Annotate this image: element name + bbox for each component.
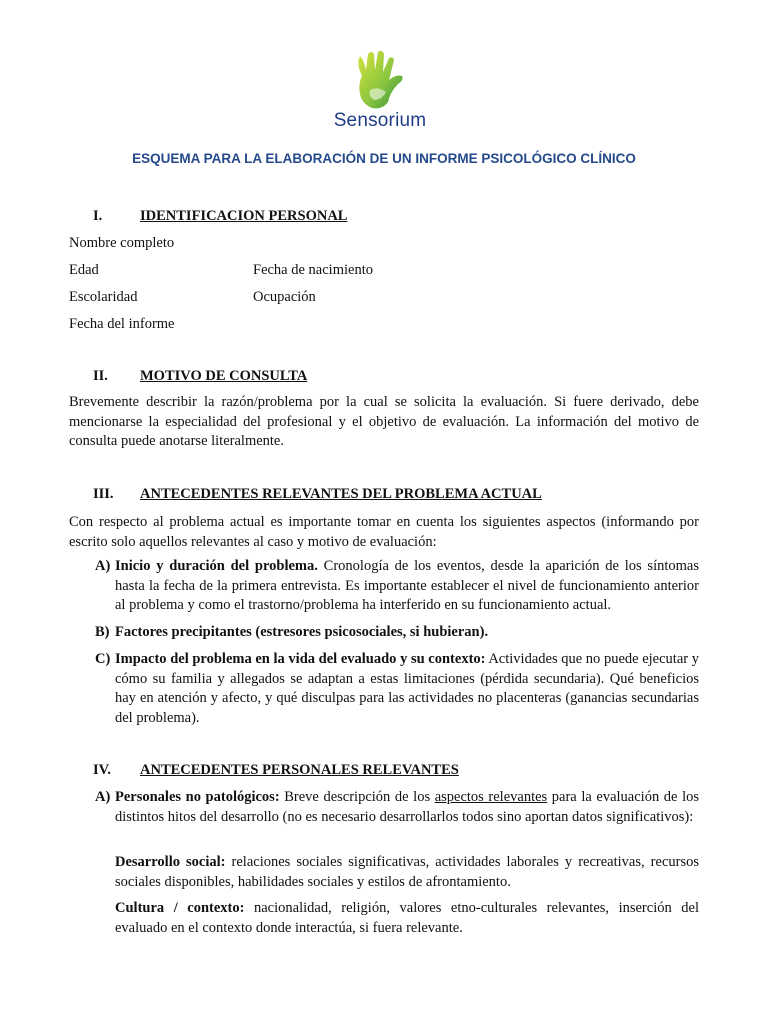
item-bold: Desarrollo social: bbox=[115, 854, 226, 870]
item-bold: Cultura / contexto: bbox=[115, 900, 245, 916]
hand-icon bbox=[352, 50, 410, 112]
section-title: ANTECEDENTES RELEVANTES DEL PROBLEMA ACTUAL bbox=[140, 486, 542, 502]
section-number: I. bbox=[93, 208, 103, 224]
item-text: Breve descripción de los bbox=[279, 789, 435, 805]
item-inicio-duracion bbox=[115, 557, 699, 616]
item-personales-no-patologicos bbox=[115, 788, 699, 827]
item-text: para la evaluación de los distintos hitos del desarrollo (no es necesario desarrollarlos todos sino aportan datos significativos): bbox=[115, 789, 699, 825]
item-label: B) bbox=[95, 624, 110, 640]
section-title: MOTIVO DE CONSULTA bbox=[140, 368, 308, 384]
aspectos-relevantes-link: aspectos relevantes bbox=[434, 789, 548, 805]
field-nombre: Nombre completo bbox=[69, 235, 175, 251]
section-number: III. bbox=[93, 486, 114, 502]
item-text: Cronología de los eventos, desde la aparición de los síntomas hasta la fecha de la primera entrevista. Es importante establecer el nivel de funcionamiento anterior al problema y como el trastorno/problema ha interferido en su funcionamiento actual. bbox=[115, 558, 699, 613]
cultura-contexto bbox=[115, 899, 699, 938]
item-text: relaciones sociales significativas, actividades laborales y recreativas, recursos sociales disponibles, habilidades sociales y estilos de afrontamiento. bbox=[115, 854, 699, 890]
item-factores bbox=[115, 623, 699, 643]
field-escolaridad: Escolaridad bbox=[69, 289, 138, 305]
section-title: IDENTIFICACION PERSONAL bbox=[140, 208, 348, 224]
item-bold: Factores precipitantes (estresores psicosociales, si hubieran). bbox=[115, 624, 489, 640]
motivo-paragraph: Brevemente describir la razón/problema por la cual se solicita la evaluación. Si fuere derivado, debe mencionarse la especialidad del profesional y el objetivo de evaluación. La información del motivo de consulta puede anotarse literalmente. bbox=[69, 394, 699, 449]
sensorium-logo bbox=[326, 50, 436, 136]
field-fecha-nacimiento: Fecha de nacimiento bbox=[253, 262, 373, 278]
item-label: A) bbox=[95, 789, 111, 805]
logo-text: Sensorium bbox=[333, 110, 427, 131]
field-ocupacion: Ocupación bbox=[253, 289, 316, 305]
field-edad: Edad bbox=[69, 262, 99, 278]
antecedentes-intro: Con respecto al problema actual es importante tomar en cuenta los siguientes aspectos (informando por escrito solo aquellos relevantes al caso y motivo de evaluación: bbox=[69, 514, 699, 550]
item-label: A) bbox=[95, 558, 111, 574]
section-title: ANTECEDENTES PERSONALES RELEVANTES bbox=[140, 762, 459, 778]
item-bold: Inicio y duración del problema. bbox=[115, 558, 318, 574]
item-bold: Impacto del problema en la vida del evaluado y su contexto: bbox=[115, 651, 486, 667]
item-impacto bbox=[115, 650, 699, 728]
desarrollo-social bbox=[115, 853, 699, 892]
item-text: nacionalidad, religión, valores etno-culturales relevantes, inserción del evaluado en el contexto donde interactúa, si fuera relevante. bbox=[115, 900, 699, 936]
item-label: C) bbox=[95, 651, 111, 667]
section-number: IV. bbox=[93, 762, 111, 778]
document-title: ESQUEMA PARA LA ELABORACIÓN DE UN INFORME PSICOLÓGICO CLÍNICO bbox=[132, 151, 636, 166]
item-bold: Personales no patológicos: bbox=[115, 789, 280, 805]
item-text: Actividades que no puede ejecutar y cómo su familia y allegados se adaptan a estas limitaciones (pérdida secundaria). Qué beneficios hay en atención y afecto, y qué disculpas para las actividades no placenteras (ganancias secundarias del problema). bbox=[115, 651, 699, 726]
section-number: II. bbox=[93, 368, 108, 384]
field-fecha-informe: Fecha del informe bbox=[69, 316, 175, 332]
